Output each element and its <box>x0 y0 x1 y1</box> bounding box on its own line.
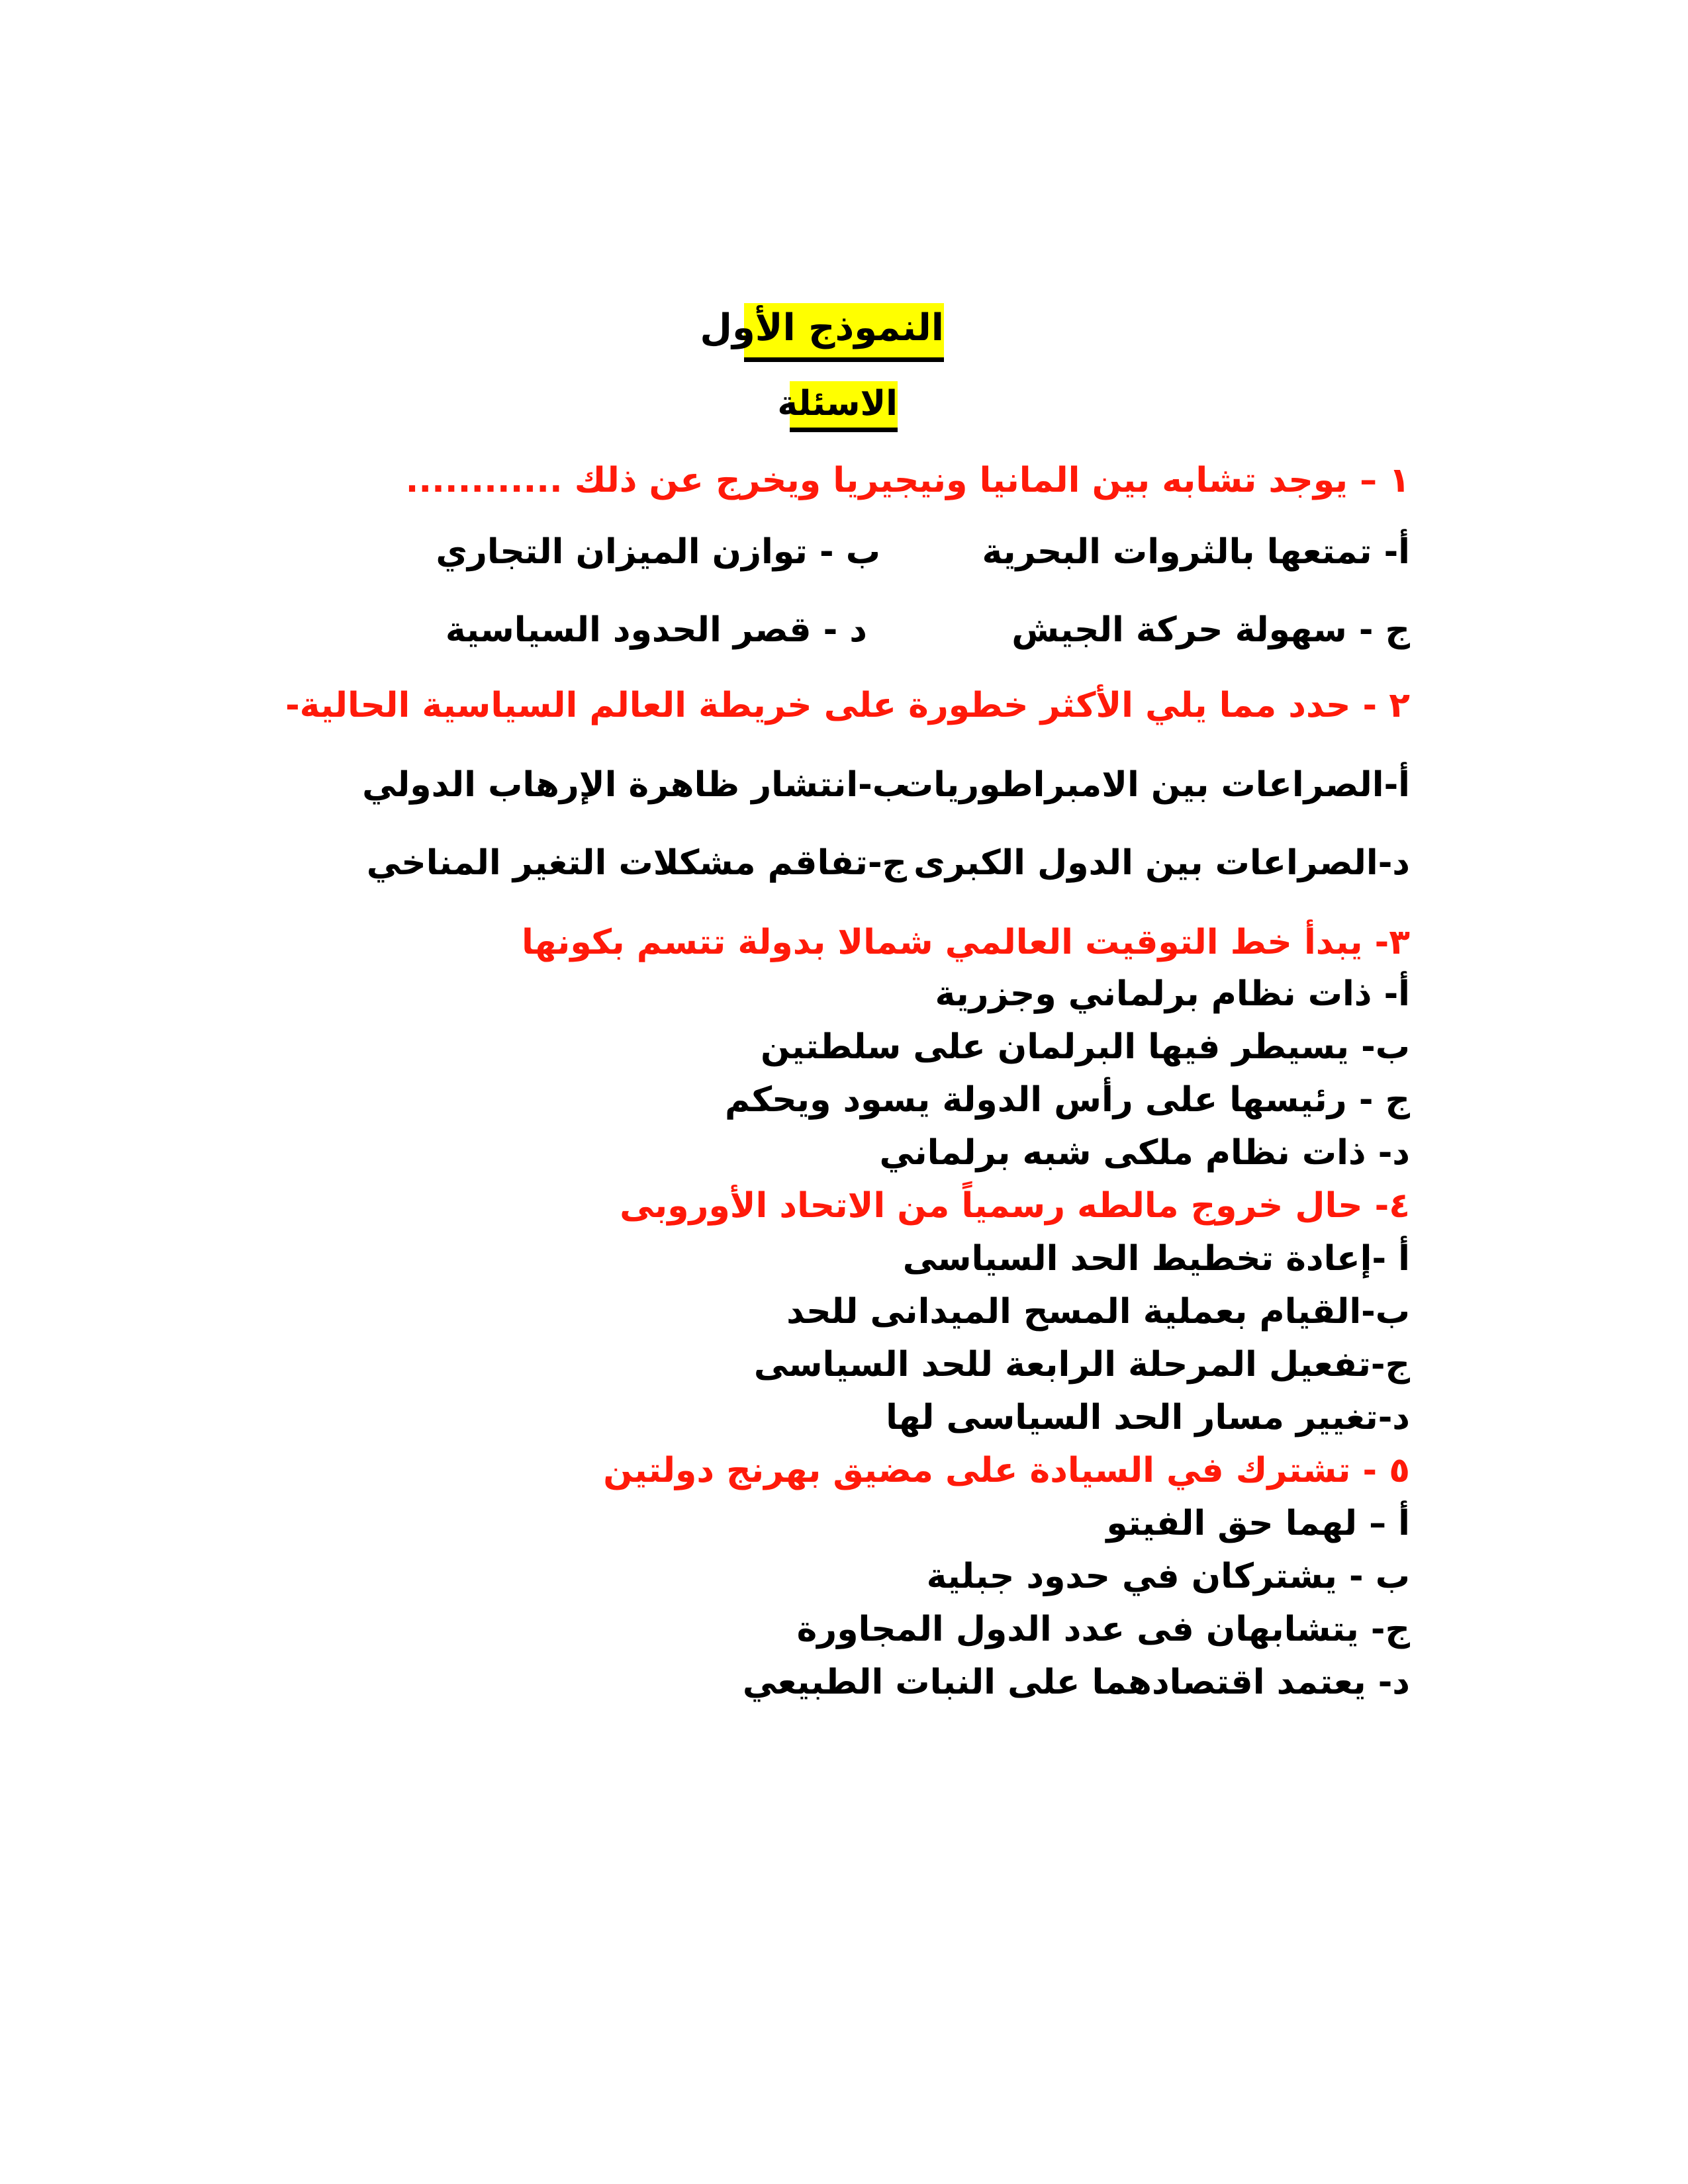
page-title: النموذج الأول <box>744 303 944 362</box>
q5-option-c: ج- يتشابهان فى عدد الدول المجاورة <box>796 1610 1410 1649</box>
q1-option-a: أ- تمتعها بالثروات البحرية <box>982 532 1410 572</box>
q5-option-d: د- يعتمد اقتصادهما على النبات الطبيعي <box>742 1662 1410 1702</box>
q4-option-d: د-تغيير مسار الحد السياسى لها <box>886 1398 1410 1437</box>
q3-option-d: د- ذات نظام ملكى شبه برلماني <box>879 1133 1410 1173</box>
q2-option-a: أ-الصراعات بين الامبراطوريات <box>898 765 1410 805</box>
q1-option-c: ج - سهولة حركة الجيش <box>1011 610 1410 650</box>
q2-option-d: د-الصراعات بين الدول الكبرى <box>914 843 1410 883</box>
q1-option-b: ب - توازن الميزان التجاري <box>436 532 880 572</box>
q5-option-b: ب - يشتركان في حدود جبلية <box>926 1557 1410 1596</box>
question-5: ٥ - تشترك في السيادة على مضيق بهرنج دولتين <box>603 1451 1410 1490</box>
q2-option-c: ج-تفاقم مشكلات التغير المناخي <box>366 843 907 883</box>
q5-option-a: أ – لهما حق الفيتو <box>1106 1504 1410 1543</box>
q1-option-d: د - قصر الحدود السياسية <box>445 610 867 650</box>
question-2: ٢ - حدد مما يلي الأكثر خطورة على خريطة العالم السياسية الحالية- <box>285 686 1410 725</box>
q3-option-c: ج - رئيسها على رأس الدولة يسود ويحكم <box>725 1080 1410 1120</box>
q3-option-b: ب- يسيطر فيها البرلمان على سلطتين <box>761 1027 1410 1067</box>
q4-option-a: أ -إعادة تخطيط الحد السياسى <box>902 1239 1410 1279</box>
q2-option-b: ب-انتشار ظاهرة الإرهاب الدولي <box>362 765 907 805</box>
question-1: ١ – يوجد تشابه بين المانيا ونيجيريا ويخرج عن ذلك ............ <box>405 461 1410 500</box>
question-4: ٤- حال خروج مالطه رسمياً من الاتحاد الأوروبى <box>620 1186 1410 1226</box>
q3-option-a: أ- ذات نظام برلماني وجزرية <box>935 974 1410 1014</box>
q4-option-c: ج-تفعيل المرحلة الرابعة للحد السياسى <box>753 1345 1410 1385</box>
q4-option-b: ب-القيام بعملية المسح الميدانى للحد <box>786 1292 1410 1332</box>
question-3: ٣- يبدأ خط التوقيت العالمي شمالا بدولة تتسم بكونها <box>521 923 1410 962</box>
section-heading: الاسئلة <box>790 381 898 432</box>
